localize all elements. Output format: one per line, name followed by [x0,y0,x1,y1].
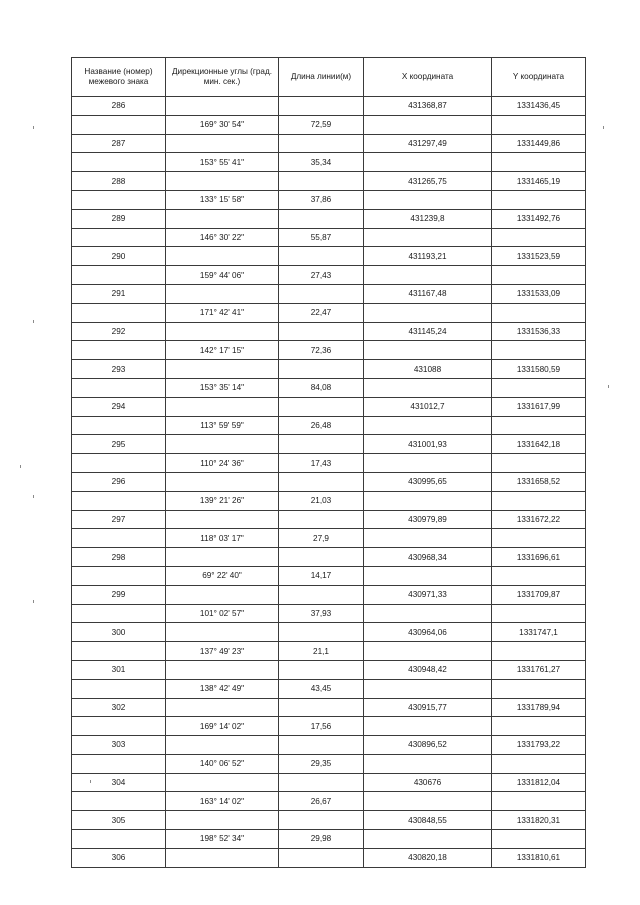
line-length-cell: 14,17 [279,566,364,585]
point-name-cell: 292 [72,322,166,341]
table-row-segment [72,792,586,811]
empty-x-cell [364,228,492,247]
point-name-cell: 299 [72,585,166,604]
point-name-cell: 298 [72,548,166,567]
empty-name-cell [72,830,166,849]
empty-name-cell [72,604,166,623]
scan-speck [603,126,604,129]
y-coordinate-cell: 1331812,04 [492,773,586,792]
table-row-point [72,811,586,830]
x-coordinate-cell: 430964,06 [364,623,492,642]
line-length-cell: 72,59 [279,115,364,134]
x-coordinate-cell: 431297,49 [364,134,492,153]
empty-angle-cell [166,397,279,416]
empty-y-cell [492,228,586,247]
x-coordinate-cell: 431012,7 [364,397,492,416]
empty-y-cell [492,378,586,397]
direction-angle-cell: 140° 06' 52" [166,754,279,773]
empty-angle-cell [166,698,279,717]
line-length-cell: 43,45 [279,679,364,698]
table-row-point [72,472,586,491]
empty-y-cell [492,642,586,661]
empty-name-cell [72,717,166,736]
table-row-point [72,510,586,529]
y-coordinate-cell: 1331696,61 [492,548,586,567]
y-coordinate-cell: 1331642,18 [492,435,586,454]
table-row-segment [72,228,586,247]
y-coordinate-cell: 1331672,22 [492,510,586,529]
table-row-segment [72,454,586,473]
empty-y-cell [492,717,586,736]
direction-angle-cell: 110° 24' 36" [166,454,279,473]
empty-name-cell [72,228,166,247]
empty-angle-cell [166,322,279,341]
table-row-segment [72,153,586,172]
direction-angle-cell: 142° 17' 15" [166,341,279,360]
x-coordinate-cell: 431193,21 [364,247,492,266]
empty-y-cell [492,153,586,172]
point-name-cell: 297 [72,510,166,529]
table-row-point [72,698,586,717]
line-length-cell: 37,93 [279,604,364,623]
empty-length-cell [279,322,364,341]
table-row-point [72,397,586,416]
point-name-cell: 289 [72,209,166,228]
empty-x-cell [364,754,492,773]
table-header-row [72,58,586,97]
empty-x-cell [364,341,492,360]
direction-angle-cell: 137° 49' 23" [166,642,279,661]
empty-angle-cell [166,435,279,454]
empty-y-cell [492,454,586,473]
empty-x-cell [364,679,492,698]
scan-speck [33,495,34,498]
x-coordinate-cell: 430820,18 [364,848,492,867]
point-name-cell: 302 [72,698,166,717]
direction-angle-cell: 118° 03' 17" [166,529,279,548]
x-coordinate-cell: 430915,77 [364,698,492,717]
empty-y-cell [492,303,586,322]
line-length-cell: 72,36 [279,341,364,360]
point-name-cell: 287 [72,134,166,153]
table-row-segment [72,679,586,698]
header-point-name: Название (номер) межевого знака [72,58,166,97]
y-coordinate-cell: 1331523,59 [492,247,586,266]
table-row-point [72,736,586,755]
scan-speck [608,385,609,388]
line-length-cell: 26,67 [279,792,364,811]
point-name-cell: 301 [72,660,166,679]
empty-angle-cell [166,736,279,755]
empty-length-cell [279,397,364,416]
table-row-point [72,623,586,642]
empty-angle-cell [166,209,279,228]
line-length-cell: 37,86 [279,190,364,209]
direction-angle-cell: 69° 22' 40" [166,566,279,585]
empty-name-cell [72,754,166,773]
scan-speck [20,465,21,468]
direction-angle-cell: 171° 42' 41" [166,303,279,322]
empty-length-cell [279,247,364,266]
empty-length-cell [279,172,364,191]
point-name-cell: 288 [72,172,166,191]
table-row-segment [72,378,586,397]
table-row-segment [72,190,586,209]
empty-angle-cell [166,623,279,642]
table-row-segment [72,303,586,322]
empty-x-cell [364,529,492,548]
empty-name-cell [72,190,166,209]
empty-angle-cell [166,773,279,792]
empty-x-cell [364,266,492,285]
point-name-cell: 293 [72,360,166,379]
table-row-point [72,435,586,454]
x-coordinate-cell: 430995,65 [364,472,492,491]
empty-name-cell [72,792,166,811]
y-coordinate-cell: 1331747,1 [492,623,586,642]
scan-speck [33,600,34,603]
empty-length-cell [279,773,364,792]
empty-angle-cell [166,97,279,116]
empty-name-cell [72,679,166,698]
boundary-coordinates-table [71,57,586,868]
scan-speck [90,780,91,783]
table-row-segment [72,566,586,585]
line-length-cell: 17,56 [279,717,364,736]
empty-x-cell [364,190,492,209]
point-name-cell: 294 [72,397,166,416]
point-name-cell: 306 [72,848,166,867]
empty-name-cell [72,529,166,548]
line-length-cell: 27,43 [279,266,364,285]
line-length-cell: 21,1 [279,642,364,661]
empty-length-cell [279,510,364,529]
table-row-segment [72,491,586,510]
table-row-point [72,97,586,116]
y-coordinate-cell: 1331449,86 [492,134,586,153]
direction-angle-cell: 146° 30' 22" [166,228,279,247]
table-row-point [72,773,586,792]
line-length-cell: 21,03 [279,491,364,510]
table-row-point [72,209,586,228]
empty-angle-cell [166,811,279,830]
empty-angle-cell [166,660,279,679]
point-name-cell: 305 [72,811,166,830]
empty-y-cell [492,754,586,773]
point-name-cell: 291 [72,284,166,303]
empty-y-cell [492,266,586,285]
table-row-segment [72,115,586,134]
empty-y-cell [492,830,586,849]
table-row-point [72,548,586,567]
empty-name-cell [72,378,166,397]
y-coordinate-cell: 1331492,76 [492,209,586,228]
point-name-cell: 295 [72,435,166,454]
empty-length-cell [279,698,364,717]
empty-angle-cell [166,472,279,491]
empty-y-cell [492,341,586,360]
y-coordinate-cell: 1331789,94 [492,698,586,717]
table-row-point [72,284,586,303]
y-coordinate-cell: 1331820,31 [492,811,586,830]
empty-length-cell [279,472,364,491]
y-coordinate-cell: 1331533,09 [492,284,586,303]
empty-y-cell [492,115,586,134]
x-coordinate-cell: 431145,24 [364,322,492,341]
empty-length-cell [279,97,364,116]
header-line-length: Длина линии(м) [279,58,364,97]
line-length-cell: 35,34 [279,153,364,172]
direction-angle-cell: 153° 35' 14" [166,378,279,397]
line-length-cell: 22,47 [279,303,364,322]
empty-length-cell [279,209,364,228]
direction-angle-cell: 139° 21' 26" [166,491,279,510]
table-row-segment [72,830,586,849]
point-name-cell: 296 [72,472,166,491]
scan-speck [33,320,34,323]
x-coordinate-cell: 431001,93 [364,435,492,454]
point-name-cell: 304 [72,773,166,792]
empty-length-cell [279,848,364,867]
x-coordinate-cell: 431167,48 [364,284,492,303]
table-row-segment [72,717,586,736]
line-length-cell: 29,35 [279,754,364,773]
table-row-segment [72,642,586,661]
empty-angle-cell [166,848,279,867]
x-coordinate-cell: 430971,33 [364,585,492,604]
y-coordinate-cell: 1331709,87 [492,585,586,604]
x-coordinate-cell: 430948,42 [364,660,492,679]
point-name-cell: 300 [72,623,166,642]
empty-length-cell [279,811,364,830]
x-coordinate-cell: 430979,89 [364,510,492,529]
x-coordinate-cell: 430968,34 [364,548,492,567]
line-length-cell: 29,98 [279,830,364,849]
empty-y-cell [492,491,586,510]
empty-name-cell [72,153,166,172]
direction-angle-cell: 159° 44' 06" [166,266,279,285]
scan-speck [33,126,34,129]
empty-x-cell [364,642,492,661]
table-row-point [72,134,586,153]
empty-name-cell [72,416,166,435]
empty-length-cell [279,585,364,604]
table-body [72,97,586,868]
empty-x-cell [364,566,492,585]
header-direction-angle: Дирекционные углы (град. мин. сек.) [166,58,279,97]
table-row-point [72,360,586,379]
empty-length-cell [279,134,364,153]
empty-name-cell [72,491,166,510]
empty-y-cell [492,416,586,435]
table-row-point [72,660,586,679]
empty-length-cell [279,360,364,379]
direction-angle-cell: 113° 59' 59" [166,416,279,435]
x-coordinate-cell: 431265,75 [364,172,492,191]
empty-name-cell [72,642,166,661]
empty-length-cell [279,284,364,303]
empty-name-cell [72,341,166,360]
empty-y-cell [492,792,586,811]
line-length-cell: 55,87 [279,228,364,247]
direction-angle-cell: 153° 55' 41" [166,153,279,172]
table-row-point [72,585,586,604]
empty-angle-cell [166,247,279,266]
empty-x-cell [364,454,492,473]
empty-name-cell [72,303,166,322]
line-length-cell: 26,48 [279,416,364,435]
table-row-segment [72,529,586,548]
x-coordinate-cell: 431088 [364,360,492,379]
direction-angle-cell: 169° 30' 54" [166,115,279,134]
empty-x-cell [364,153,492,172]
empty-y-cell [492,529,586,548]
empty-x-cell [364,303,492,322]
point-name-cell: 303 [72,736,166,755]
empty-length-cell [279,435,364,454]
x-coordinate-cell: 431239,8 [364,209,492,228]
empty-y-cell [492,566,586,585]
table-row-point [72,322,586,341]
line-length-cell: 17,43 [279,454,364,473]
empty-x-cell [364,830,492,849]
empty-y-cell [492,190,586,209]
table-row-point [72,247,586,266]
x-coordinate-cell: 430676 [364,773,492,792]
direction-angle-cell: 133° 15' 58" [166,190,279,209]
point-name-cell: 290 [72,247,166,266]
empty-x-cell [364,604,492,623]
empty-name-cell [72,115,166,134]
empty-angle-cell [166,284,279,303]
empty-x-cell [364,416,492,435]
line-length-cell: 27,9 [279,529,364,548]
empty-length-cell [279,660,364,679]
table-row-segment [72,604,586,623]
y-coordinate-cell: 1331793,22 [492,736,586,755]
empty-length-cell [279,623,364,642]
empty-angle-cell [166,134,279,153]
x-coordinate-cell: 430896,52 [364,736,492,755]
direction-angle-cell: 138° 42' 49" [166,679,279,698]
point-name-cell: 286 [72,97,166,116]
table-row-segment [72,266,586,285]
y-coordinate-cell: 1331436,45 [492,97,586,116]
line-length-cell: 84,08 [279,378,364,397]
empty-x-cell [364,491,492,510]
empty-length-cell [279,548,364,567]
table-row-segment [72,341,586,360]
empty-x-cell [364,115,492,134]
empty-angle-cell [166,548,279,567]
empty-length-cell [279,736,364,755]
direction-angle-cell: 198° 52' 34" [166,830,279,849]
header-y-coordinate: Y координата [492,58,586,97]
empty-name-cell [72,566,166,585]
direction-angle-cell: 101° 02' 57" [166,604,279,623]
empty-name-cell [72,266,166,285]
table-row-segment [72,754,586,773]
header-x-coordinate: X координата [364,58,492,97]
x-coordinate-cell: 431368,87 [364,97,492,116]
y-coordinate-cell: 1331617,99 [492,397,586,416]
x-coordinate-cell: 430848,55 [364,811,492,830]
y-coordinate-cell: 1331536,33 [492,322,586,341]
y-coordinate-cell: 1331658,52 [492,472,586,491]
y-coordinate-cell: 1331465,19 [492,172,586,191]
direction-angle-cell: 169° 14' 02" [166,717,279,736]
y-coordinate-cell: 1331810,61 [492,848,586,867]
direction-angle-cell: 163° 14' 02" [166,792,279,811]
table-row-point [72,172,586,191]
empty-y-cell [492,679,586,698]
empty-y-cell [492,604,586,623]
empty-name-cell [72,454,166,473]
empty-x-cell [364,378,492,397]
table-row-point [72,848,586,867]
table-row-segment [72,416,586,435]
empty-angle-cell [166,172,279,191]
y-coordinate-cell: 1331761,27 [492,660,586,679]
empty-angle-cell [166,585,279,604]
y-coordinate-cell: 1331580,59 [492,360,586,379]
empty-x-cell [364,717,492,736]
empty-angle-cell [166,510,279,529]
empty-x-cell [364,792,492,811]
empty-angle-cell [166,360,279,379]
